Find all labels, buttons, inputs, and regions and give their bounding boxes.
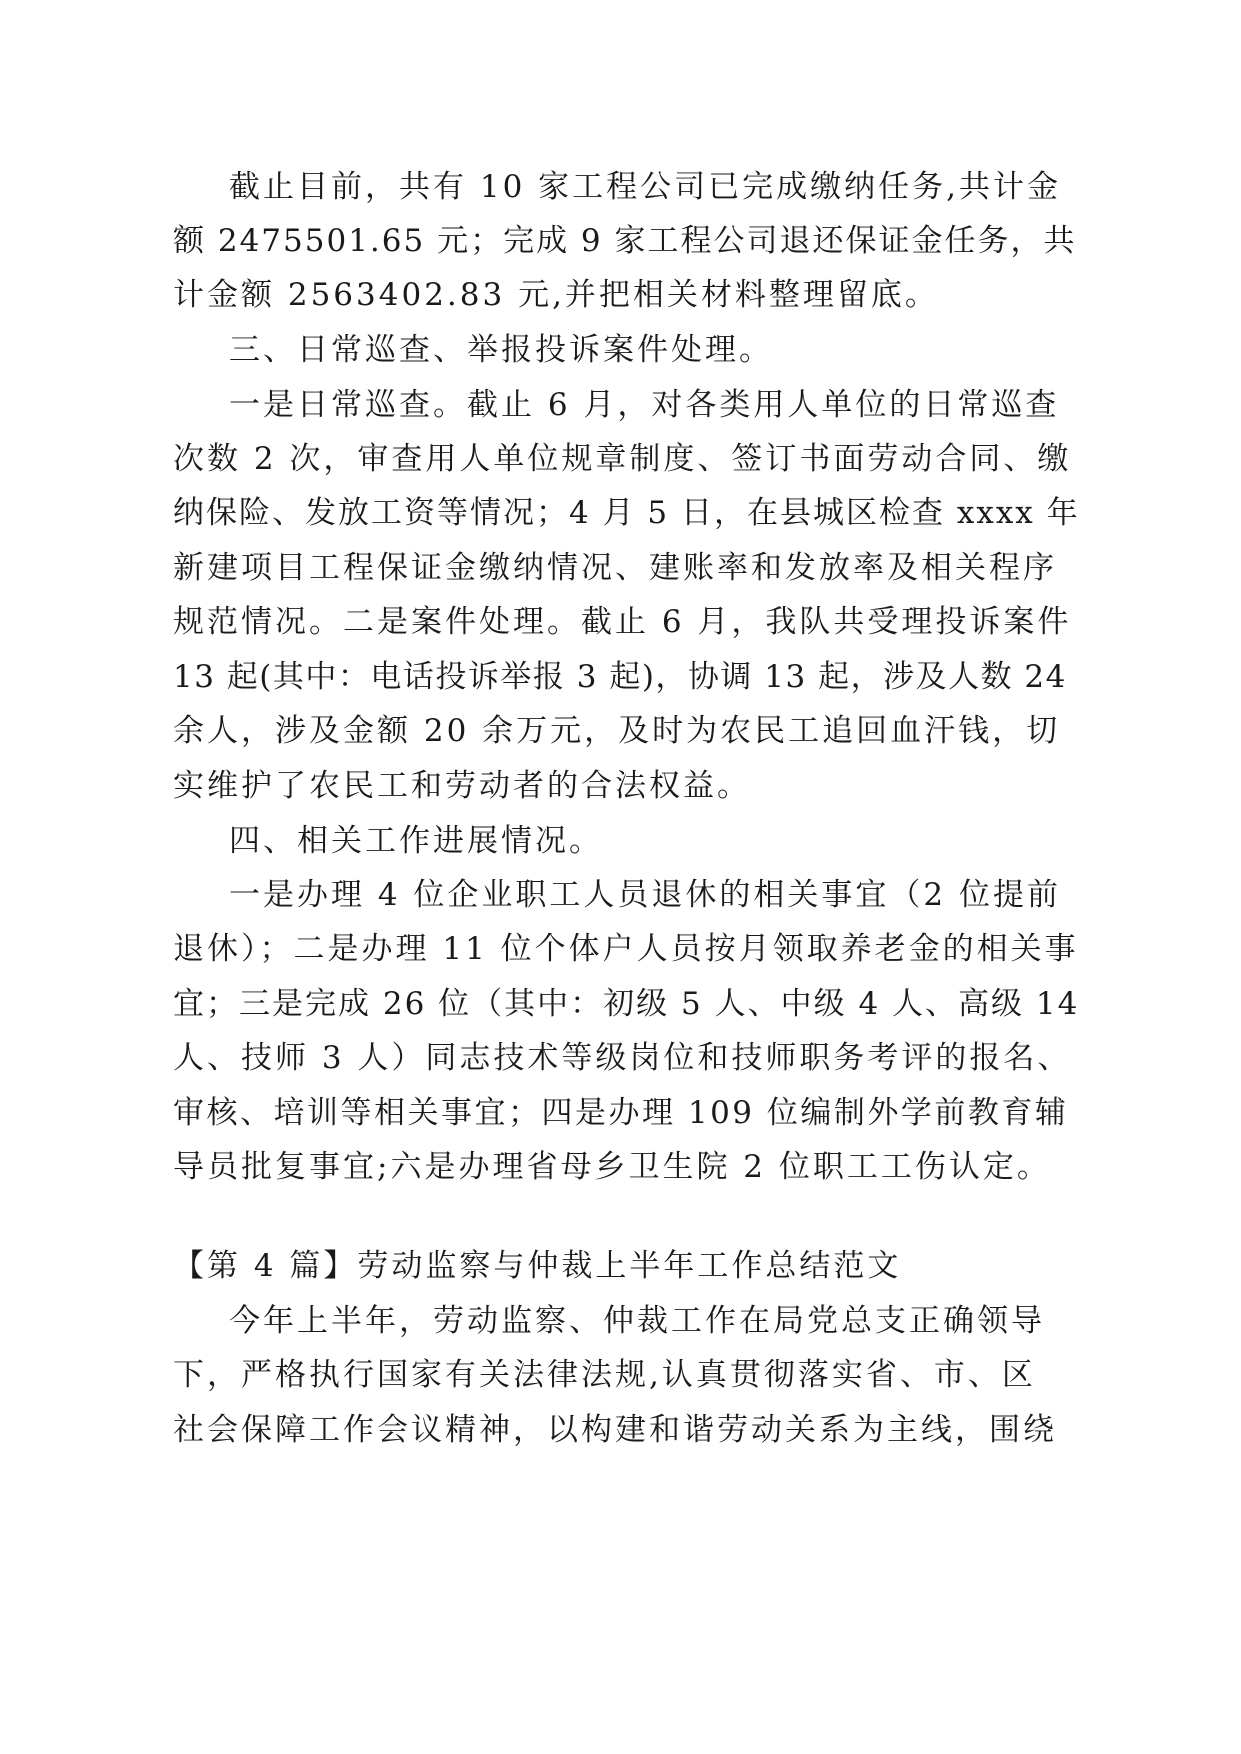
paragraph-line: 纳保险、发放工资等情况；4 月 5 日，在县城区检查 xxxx 年 [173, 495, 1080, 531]
paragraph-line: 计金额 2563402.83 元,并把相关材料整理留底。 [173, 277, 939, 313]
paragraph-line: 一是日常巡查。截止 6 月，对各类用人单位的日常巡查 [229, 387, 1060, 423]
paragraph-line: 导员批复事宜;六是办理省母乡卫生院 2 位职工工伤认定。 [173, 1149, 1051, 1185]
paragraph-line: 截止目前，共有 10 家工程公司已完成缴纳任务,共计金 [229, 169, 1062, 205]
paragraph-line: 新建项目工程保证金缴纳情况、建账率和发放率及相关程序 [173, 550, 1057, 586]
paragraph-line: 规范情况。二是案件处理。截止 6 月，我队共受理投诉案件 [173, 604, 1072, 640]
paragraph-line: 社会保障工作会议精神，以构建和谐劳动关系为主线，围绕 [173, 1412, 1057, 1448]
paragraph-line: 13 起(其中：电话投诉举报 3 起)，协调 13 起，涉及人数 24 [173, 659, 1067, 695]
paragraph-line: 额 2475501.65 元；完成 9 家工程公司退还保证金任务，共 [173, 223, 1077, 259]
paragraph-line: 退休）；二是办理 11 位个体户人员按月领取养老金的相关事 [173, 931, 1079, 967]
section-heading: 四、相关工作进展情况。 [229, 823, 603, 859]
section-heading: 三、日常巡查、举报投诉案件处理。 [229, 332, 773, 368]
article-title: 【第 4 篇】劳动监察与仲裁上半年工作总结范文 [173, 1248, 902, 1284]
paragraph-line: 余人，涉及金额 20 余万元，及时为农民工追回血汗钱，切 [173, 713, 1061, 749]
paragraph-line: 下，严格执行国家有关法律法规,认真贯彻落实省、市、区 [173, 1357, 1036, 1393]
paragraph-line: 审核、培训等相关事宜；四是办理 109 位编制外学前教育辅 [173, 1095, 1069, 1131]
paragraph-line: 一是办理 4 位企业职工人员退休的相关事宜（2 位提前 [229, 877, 1062, 913]
paragraph-line: 宜；三是完成 26 位（其中：初级 5 人、中级 4 人、高级 14 [173, 986, 1080, 1022]
paragraph-line: 今年上半年，劳动监察、仲裁工作在局党总支正确领导 [229, 1303, 1045, 1339]
paragraph-line: 次数 2 次，审查用人单位规章制度、签订书面劳动合同、缴 [173, 441, 1072, 477]
paragraph-line: 人、技师 3 人）同志技术等级岗位和技师职务考评的报名、 [173, 1040, 1072, 1076]
paragraph-line: 实维护了农民工和劳动者的合法权益。 [173, 768, 751, 804]
